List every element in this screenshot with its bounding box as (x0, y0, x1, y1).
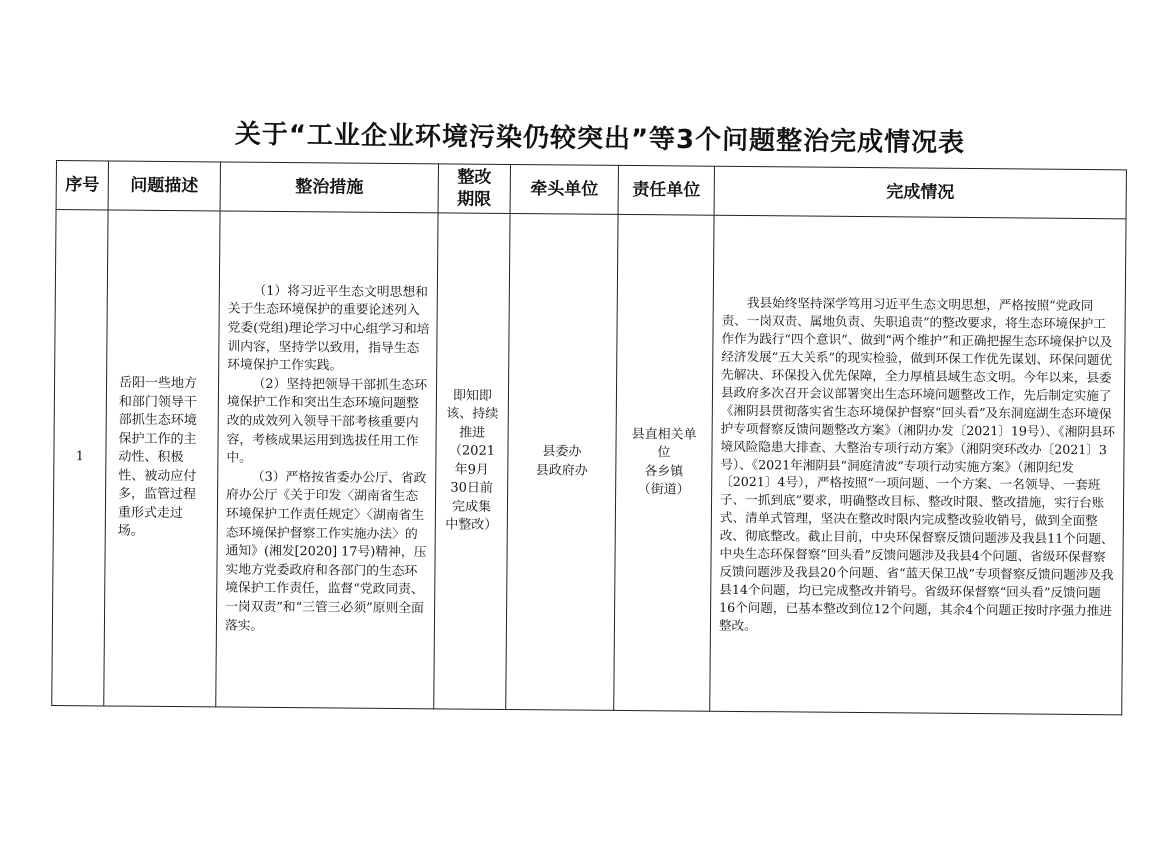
header-seq: 序号 (56, 161, 108, 210)
measure-item: （3）严格按省委办公厅、省政府办公厅《关于印发〈湖南省生态环境保护工作责任规定〉〈湖南省生态环境保护督察工作实施办法〉的通知》(湘发[2020] 17号)精神，压实地方党委政府和各部门的生态环境保护工作责任，监督“党政同责、一岗双责”和“三管三必须”原则全面落实。 (224, 469, 427, 634)
header-lead-unit: 牵头单位 (510, 164, 618, 214)
measure-item: （1）将习近平生态文明思想和关于生态环境保护的重要论述列入党委(党组)理论学习中心组学习和培训内容，坚持学以致用，指导生态环境保护工作实践。 (227, 283, 430, 374)
header-description: 问题描述 (108, 161, 220, 211)
cell-status: 我县始终坚持深学笃用习近平生态文明思想，严格按照“党政同责、一岗双责、属地负责、失职追责”的整改要求，将生态环境保护工作作为践行“四个意识”、做到“两个维护”和正确把握生态环境保护以及经济发展“五大关系”的现实检验，做到环保工作优先谋划、环保问题优先解决、环保投入优先保障，全力厚植县域生态文明。今年以来，县委县政府多次召开会议部署突出生态环境问题整改工作，先后制定实施了《湘阴县贯彻落实省生态环境保护督察“回头看”及东洞庭湖生态环境保护专项督察反馈问题整改方案》（湘阴办发〔2021〕19号）、《湘阴县环境风险隐患大排查、大整治专项行动方案》（湘阴突环改办〔2021〕3号）、《2021年湘阴县“洞庭清波”专项行动实施方案》（湘阴纪发〔2021〕4号），严格按照“一项问题、一个方案、一名领导、一套班子、一抓到底”要求，明确整改目标、整改时限、整改措施，实行台账式、清单式管理，坚决在整改时限内完成整改验收销号，做到全面整改、彻底整改。截止目前，中央环保督察反馈问题涉及我县11个问题、中央生态环保督察“回头看”反馈问题涉及我县4个问题、省级环保督察反馈问题涉及我县20个问题、省“蓝天保卫战”专项督察反馈问题涉及我县14个问题，均已完成整改并销号。省级环保督察“回头看”反馈问题16个问题，已基本整改到位12个问题，其余4个问题正按时序强力推进整改。 (710, 215, 1126, 715)
cell-responsible-unit: 县直相关单 位 各乡镇 （街道） (614, 214, 714, 711)
measure-item: （2）坚持把领导干部抓生态环境保护工作和突出生态环境问题整改的成效列入领导干部考核重要内容，考核成果运用到选拔任用工作中。 (226, 376, 428, 466)
progress-table-container (51, 160, 1127, 715)
cell-seq: 1 (52, 210, 108, 706)
cell-deadline: 即知即 该、持续 推进 （2021 年9月 30日前 完成集 中整改） (434, 213, 510, 710)
table-row (52, 210, 1126, 715)
cell-measures (216, 211, 438, 709)
progress-table (51, 160, 1127, 715)
cell-lead-unit: 县委办 县政府办 (506, 213, 618, 710)
cell-description: 岳阳一些地方和部门领导干部抓生态环境保护工作的主动性、积极性、被动应付多，监管过程重形式走过场。 (104, 210, 220, 707)
header-deadline: 整改 期限 (438, 164, 510, 214)
document-title: 关于“工业企业环境污染仍较突出”等3个问题整治完成情况表 (234, 119, 966, 159)
header-status: 完成情况 (714, 166, 1126, 219)
header-measures: 整治措施 (220, 162, 438, 213)
header-responsible-unit: 责任单位 (618, 165, 714, 215)
